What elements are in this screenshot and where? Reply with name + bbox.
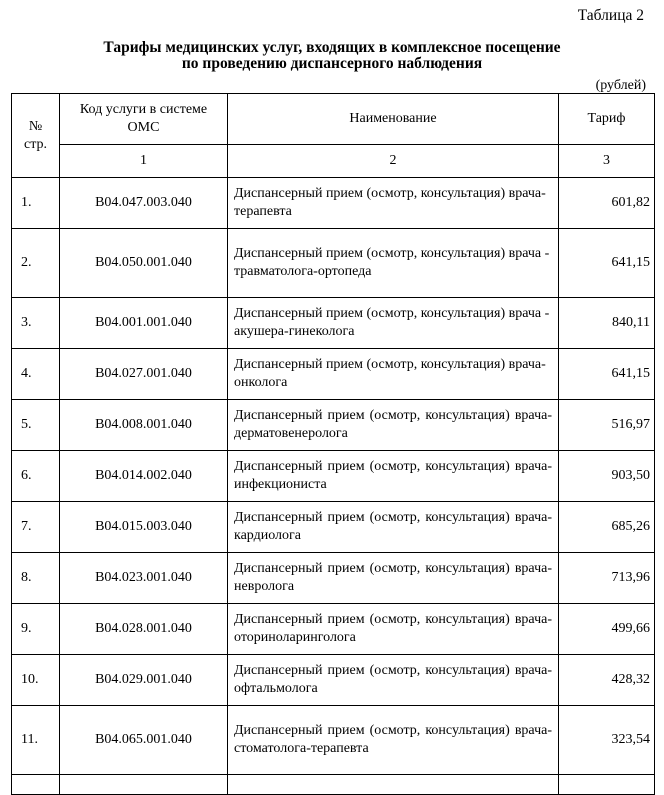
column-number: 2 xyxy=(228,145,559,178)
row-number: 6. xyxy=(12,451,60,502)
service-code: B04.014.002.040 xyxy=(60,451,228,502)
table-row xyxy=(12,298,655,349)
table-row xyxy=(12,349,655,400)
tariff-value: 323,54 xyxy=(559,706,655,775)
row-number: 10. xyxy=(12,655,60,706)
service-name: Диспансерный прием (осмотр, консультация) врача-офтальмолога xyxy=(228,655,559,706)
tariff-value: 840,11 xyxy=(559,298,655,349)
service-code: B04.065.001.040 xyxy=(60,706,228,775)
document-title xyxy=(0,40,664,72)
service-name: Диспансерный прием (осмотр, консультация) врача - травматолога-ортопеда xyxy=(228,229,559,298)
table-cell xyxy=(228,775,559,795)
title-line-1: Тарифы медицинских услуг, входящих в комплексное посещение xyxy=(103,39,561,56)
tariff-value: 903,50 xyxy=(559,451,655,502)
service-name: Диспансерный прием (осмотр, консультация) врача-терапевта xyxy=(228,178,559,229)
row-number: 5. xyxy=(12,400,60,451)
tariff-value: 516,97 xyxy=(559,400,655,451)
service-name: Диспансерный прием (осмотр, консультация) врача-онколога xyxy=(228,349,559,400)
row-number: 4. xyxy=(12,349,60,400)
table-row xyxy=(12,655,655,706)
service-name: Диспансерный прием (осмотр, консультация) врача-дерматовенеролога xyxy=(228,400,559,451)
header-num: № стр. xyxy=(12,94,60,178)
service-name: Диспансерный прием (осмотр, консультация) врача-инфекциониста xyxy=(228,451,559,502)
unit-note: (рублей) xyxy=(595,78,646,93)
service-code: B04.015.003.040 xyxy=(60,502,228,553)
tariff-value: 641,15 xyxy=(559,349,655,400)
column-number: 1 xyxy=(60,145,228,178)
table-row xyxy=(12,604,655,655)
table-row xyxy=(12,553,655,604)
tariff-value: 499,66 xyxy=(559,604,655,655)
service-code: B04.027.001.040 xyxy=(60,349,228,400)
row-number: 8. xyxy=(12,553,60,604)
table-row xyxy=(12,451,655,502)
service-name: Диспансерный прием (осмотр, консультация) врача-кардиолога xyxy=(228,502,559,553)
service-code: B04.050.001.040 xyxy=(60,229,228,298)
service-code: B04.029.001.040 xyxy=(60,655,228,706)
service-code: B04.001.001.040 xyxy=(60,298,228,349)
table-row xyxy=(12,400,655,451)
title-line-2: по проведению диспансерного наблюдения xyxy=(181,55,483,72)
table-row xyxy=(12,706,655,775)
row-number: 9. xyxy=(12,604,60,655)
table-row xyxy=(12,178,655,229)
table-row xyxy=(12,229,655,298)
tariff-value: 685,26 xyxy=(559,502,655,553)
service-code: B04.008.001.040 xyxy=(60,400,228,451)
tariff-value: 428,32 xyxy=(559,655,655,706)
service-name: Диспансерный прием (осмотр, консультация) врача-стоматолога-терапевта xyxy=(228,706,559,775)
row-number: 3. xyxy=(12,298,60,349)
table-cell xyxy=(559,775,655,795)
table-number: Таблица 2 xyxy=(577,7,644,24)
service-code: B04.028.001.040 xyxy=(60,604,228,655)
table-row xyxy=(12,502,655,553)
tariff-value: 713,96 xyxy=(559,553,655,604)
header-price: Тариф xyxy=(559,94,655,145)
service-name: Диспансерный прием (осмотр, консультация) врача - акушера-гинеколога xyxy=(228,298,559,349)
header-row xyxy=(12,94,655,145)
row-number: 1. xyxy=(12,178,60,229)
service-code: B04.047.003.040 xyxy=(60,178,228,229)
header-name: Наименование xyxy=(228,94,559,145)
table-row xyxy=(12,775,655,795)
column-number-row xyxy=(12,145,655,178)
row-number: 11. xyxy=(12,706,60,775)
tariff-table xyxy=(11,93,655,795)
tariff-value: 601,82 xyxy=(559,178,655,229)
row-number: 2. xyxy=(12,229,60,298)
table-cell xyxy=(60,775,228,795)
table-cell xyxy=(12,775,60,795)
service-name: Диспансерный прием (осмотр, консультация) врача-невролога xyxy=(228,553,559,604)
column-number: 3 xyxy=(559,145,655,178)
service-name: Диспансерный прием (осмотр, консультация) врача-оториноларинголога xyxy=(228,604,559,655)
service-code: B04.023.001.040 xyxy=(60,553,228,604)
row-number: 7. xyxy=(12,502,60,553)
tariff-value: 641,15 xyxy=(559,229,655,298)
header-code: Код услуги в системе ОМС xyxy=(60,94,228,145)
